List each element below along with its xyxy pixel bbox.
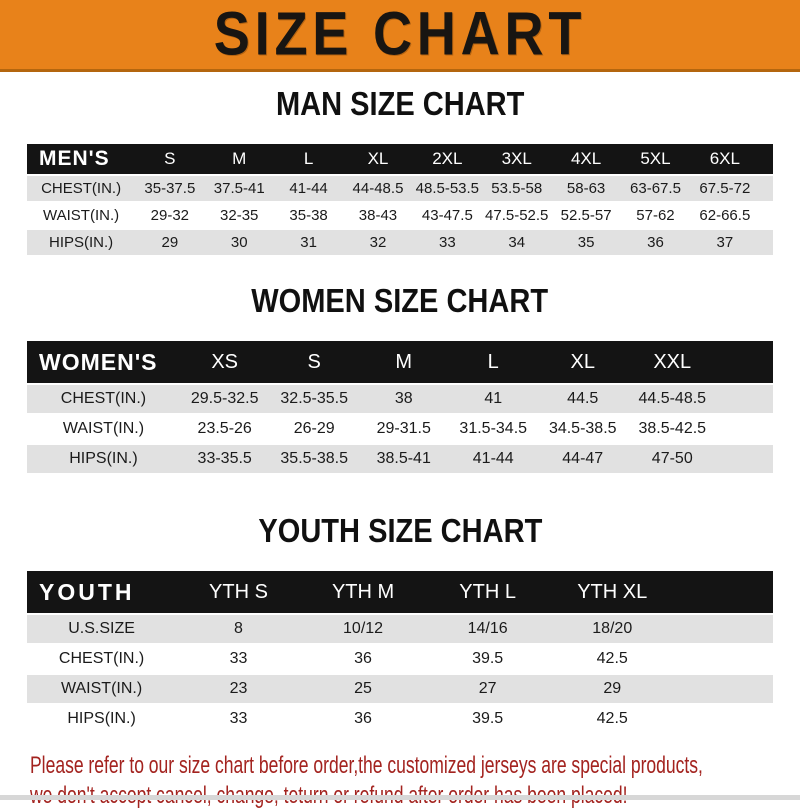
table-cell: 35-38 — [289, 207, 328, 224]
spacer-cell — [760, 144, 773, 175]
youth-size-table — [27, 571, 773, 735]
table-cell: 35.5-38.5 — [280, 450, 348, 467]
youth-corner-label: YOUTH — [27, 571, 176, 614]
row-label: HIPS(IN.) — [67, 710, 136, 727]
table-cell: 23 — [229, 680, 248, 697]
size-column-header: XL — [343, 144, 412, 175]
table-cell: 36 — [354, 650, 372, 667]
table-cell: 14/16 — [467, 620, 508, 637]
table-cell: 62-66.5 — [699, 207, 751, 224]
table-row — [27, 202, 773, 229]
row-label: WAIST(IN.) — [61, 680, 143, 697]
size-column-header: 4XL — [551, 144, 620, 175]
table-cell: 38 — [394, 390, 413, 407]
table-cell: 29 — [161, 234, 179, 251]
table-cell: 44.5 — [567, 390, 599, 407]
men-corner-label: MEN'S — [27, 144, 135, 175]
row-label: CHEST(IN.) — [58, 650, 145, 667]
footer-note — [30, 751, 800, 811]
table-header-row — [27, 144, 773, 175]
size-column-header: L — [448, 341, 538, 384]
table-row — [27, 674, 773, 704]
table-cell: 38.5-42.5 — [638, 420, 707, 437]
table-cell: 57-62 — [636, 207, 675, 224]
table-cell: 26-29 — [293, 420, 335, 437]
spacer-cell — [717, 384, 773, 414]
table-cell: 39.5 — [472, 650, 504, 667]
size-column-header: M — [205, 144, 274, 175]
spacer-cell — [717, 341, 773, 384]
table-cell: 36 — [354, 710, 372, 727]
size-chart-title: SIZE CHART — [213, 0, 587, 69]
table-row — [27, 229, 773, 256]
size-column-header: S — [269, 341, 359, 384]
table-cell: 41-44 — [472, 450, 514, 467]
table-cell: 37 — [716, 234, 734, 251]
youth-section-heading — [0, 513, 800, 556]
table-cell: 39.5 — [472, 710, 504, 727]
spacer-cell — [717, 444, 773, 474]
size-column-header: S — [135, 144, 204, 175]
spacer-cell — [675, 644, 774, 674]
spacer-cell — [717, 414, 773, 444]
table-cell: 29.5-32.5 — [190, 390, 259, 407]
table-row — [27, 175, 773, 202]
table-cell: 23.5-26 — [197, 420, 252, 437]
table-cell: 44.5-48.5 — [638, 390, 707, 407]
row-label: HIPS(IN.) — [69, 450, 138, 467]
size-column-header: YTH S — [176, 571, 301, 614]
youth-section-heading-text: YOUTH SIZE CHART — [258, 512, 542, 549]
table-cell: 32-35 — [220, 207, 259, 224]
footer-note-line-1: Please refer to our size chart before order,the customized jerseys are special products, — [30, 752, 703, 779]
table-row — [27, 444, 773, 474]
table-row — [27, 414, 773, 444]
table-cell: 48.5-53.5 — [415, 180, 480, 197]
row-label: WAIST(IN.) — [43, 207, 120, 224]
women-section-heading — [0, 283, 800, 326]
size-column-header: 6XL — [690, 144, 759, 175]
table-cell: 44-48.5 — [352, 180, 404, 197]
table-cell: 42.5 — [596, 710, 628, 727]
size-column-header: 2XL — [413, 144, 482, 175]
row-label: CHEST(IN.) — [60, 390, 147, 407]
women-section-heading-text: WOMEN SIZE CHART — [251, 282, 549, 319]
table-cell: 30 — [230, 234, 248, 251]
table-cell: 32 — [369, 234, 387, 251]
table-cell: 37.5-41 — [213, 180, 265, 197]
table-cell: 31.5-34.5 — [459, 420, 528, 437]
spacer-cell — [760, 229, 773, 256]
table-cell: 42.5 — [596, 650, 628, 667]
table-row — [27, 384, 773, 414]
table-cell: 52.5-57 — [560, 207, 612, 224]
table-cell: 33-35.5 — [197, 450, 252, 467]
spacer-cell — [675, 614, 774, 644]
size-column-header: 5XL — [621, 144, 690, 175]
table-row — [27, 704, 773, 734]
table-cell: 44-47 — [562, 450, 604, 467]
table-cell: 31 — [300, 234, 317, 251]
table-cell: 43-47.5 — [421, 207, 473, 224]
table-cell: 18/20 — [592, 620, 633, 637]
table-cell: 8 — [234, 620, 243, 637]
size-column-header: YTH XL — [550, 571, 675, 614]
women-size-table — [27, 341, 773, 475]
spacer-cell — [675, 674, 774, 704]
size-column-header: M — [359, 341, 449, 384]
table-row — [27, 614, 773, 644]
row-label: U.S.SIZE — [68, 620, 135, 637]
table-cell: 27 — [478, 680, 497, 697]
men-section-heading — [0, 86, 800, 129]
size-column-header: 3XL — [482, 144, 551, 175]
table-cell: 25 — [354, 680, 372, 697]
table-cell: 41 — [484, 390, 503, 407]
spacer-cell — [760, 202, 773, 229]
table-cell: 29 — [603, 680, 622, 697]
size-column-header: XL — [538, 341, 628, 384]
table-cell: 47.5-52.5 — [485, 207, 549, 224]
table-cell: 35-37.5 — [144, 180, 196, 197]
table-cell: 58-63 — [566, 180, 606, 197]
table-cell: 32.5-35.5 — [280, 390, 348, 407]
table-cell: 10/12 — [343, 620, 384, 637]
row-label: WAIST(IN.) — [62, 420, 145, 437]
size-column-header: L — [274, 144, 343, 175]
table-cell: 33 — [229, 650, 248, 667]
table-cell: 36 — [647, 234, 664, 251]
bottom-edge-strip — [0, 795, 800, 800]
table-cell: 34 — [508, 234, 526, 251]
size-column-header: YTH L — [425, 571, 550, 614]
table-row — [27, 644, 773, 674]
row-label: HIPS(IN.) — [48, 234, 114, 251]
size-column-header: XS — [180, 341, 270, 384]
size-column-header: XXL — [628, 341, 718, 384]
spacer-cell — [760, 175, 773, 202]
table-cell: 29-32 — [150, 207, 190, 224]
size-chart-banner — [0, 0, 800, 72]
table-cell: 29-31.5 — [376, 420, 431, 437]
table-cell: 35 — [577, 234, 595, 251]
women-corner-label: WOMEN'S — [27, 341, 180, 384]
size-column-header: YTH M — [301, 571, 426, 614]
table-header-row — [27, 571, 773, 614]
table-cell: 38.5-41 — [376, 450, 431, 467]
table-cell: 67.5-72 — [699, 180, 751, 197]
table-cell: 53.5-58 — [491, 180, 543, 197]
row-label: CHEST(IN.) — [41, 180, 122, 197]
table-cell: 41-44 — [289, 180, 328, 197]
spacer-cell — [675, 704, 774, 734]
table-cell: 63-67.5 — [630, 180, 681, 197]
table-cell: 47-50 — [651, 450, 693, 467]
table-cell: 38-43 — [358, 207, 398, 224]
spacer-cell — [675, 571, 774, 614]
men-section-heading-text: MAN SIZE CHART — [275, 85, 525, 122]
table-cell: 34.5-38.5 — [548, 420, 617, 437]
table-cell: 33 — [439, 234, 456, 251]
table-cell: 33 — [229, 710, 248, 727]
table-header-row — [27, 341, 773, 384]
men-size-table — [27, 144, 773, 257]
